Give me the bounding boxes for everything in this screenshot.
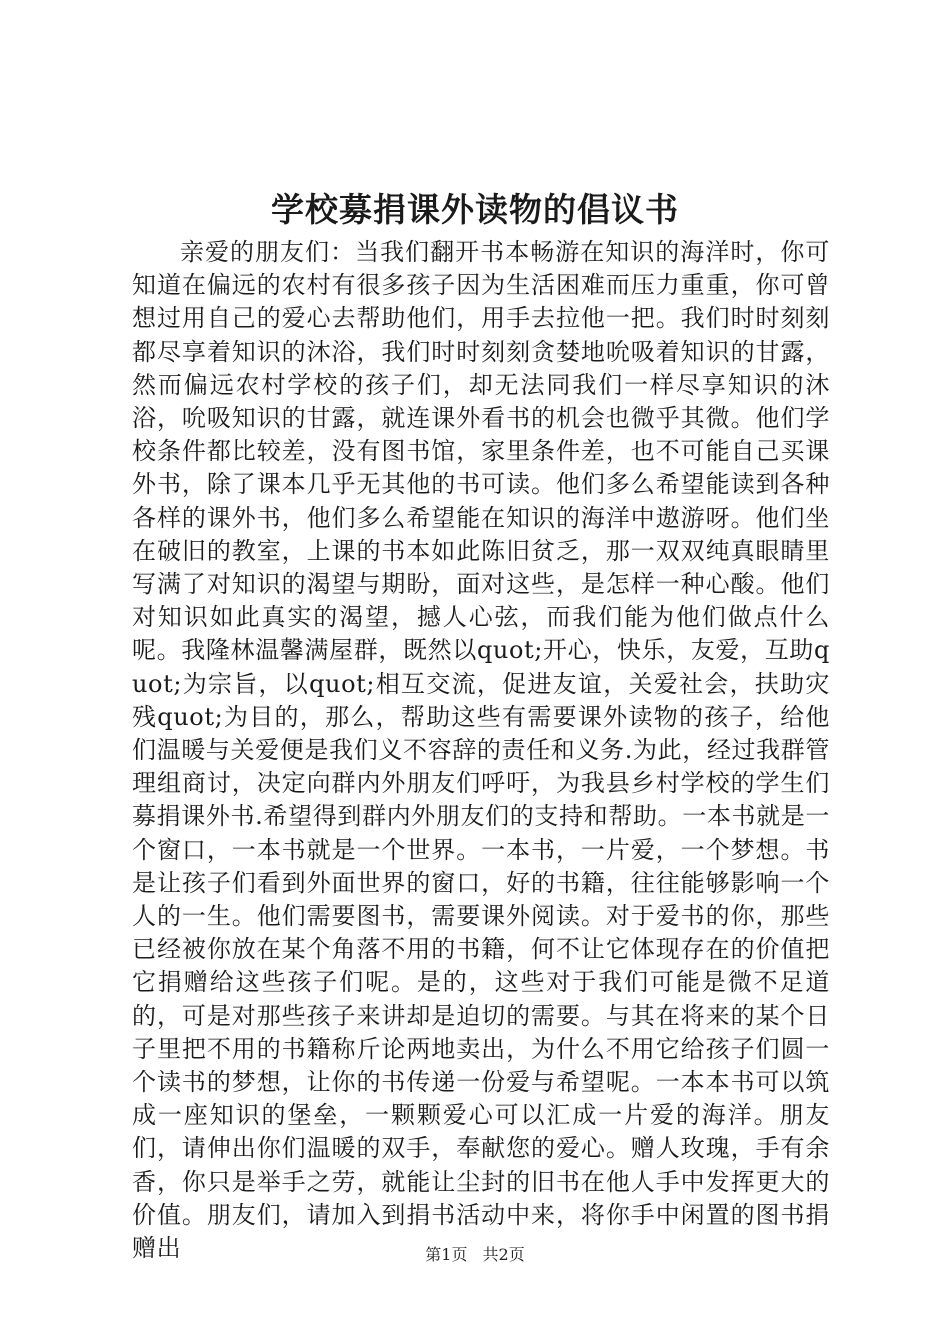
document-body-paragraph: 亲爱的朋友们：当我们翻开书本畅游在知识的海洋时，你可知道在偏远的农村有很多孩子因为生活困难而压力重重，你可曾想过用自己的爱心去帮助他们，用手去拉他一把。我们时时刻刻都尽享着知识的沐浴，我们时时刻刻贪婪地吮吸着知识的甘露，然而偏远农村学校的孩子们，却无法同我们一样尽享知识的沐浴，吮吸知识的甘露，就连课外看书的机会也微乎其微。他们学校条件都比较差，没有图书馆，家里条件差，也不可能自己买课外书，除了课本几乎无其他的书可读。他们多么希望能读到各种各样的课外书，他们多么希望能在知识的海洋中遨游呀。他们坐在破旧的教室，上课的书本如此陈旧贫乏，那一双双纯真眼睛里写满了对知识的渴望与期盼，面对这些，是怎样一种心酸。他们对知识如此真实的渴望，撼人心弦，而我们能为他们做点什么呢。我隆林温馨满屋群，既然以quot;开心，快乐，友爱，互助quot;为宗旨，以quot;相互交流，促进友谊，关爱社会，扶助灾残quot;为目的，那么，帮助这些有需要课外读物的孩子，给他们温暖与关爱便是我们义不容辞的责任和义务.为此，经过我群管理组商讨，决定向群内外朋友们呼吁，为我县乡村学校的学生们募捐课外书.希望得到群内外朋友们的支持和帮助。一本书就是一个窗口，一本书就是一个世界。一本书，一片爱，一个梦想。书是让孩子们看到外面世界的窗口，好的书籍，往往能够影响一个人的一生。他们需要图书，需要课外阅读。对于爱书的你，那些已经被你放在某个角落不用的书籍，何不让它体现存在的价值把它捐赠给这些孩子们呢。是的，这些对于我们可能是微不足道的，可是对那些孩子来讲却是迫切的需要。与其在将来的某个日子里把不用的书籍称斤论两地卖出，为什么不用它给孩子们圆一个读书的梦想，让你的书传递一份爱与希望呢。一本本书可以筑成一座知识的堡垒，一颗颗爱心可以汇成一片爱的海洋。朋友们，请伸出你们温暖的双手，奉献您的爱心。赠人玫瑰，手有余香，你只是举手之劳，就能让尘封的旧书在他人手中发挥更大的价值。朋友们，请加入到捐书活动中来，将你手中闲置的图书捐赠出 [132, 238, 830, 1263]
page-number-total: 共2页 [482, 1245, 525, 1264]
page-number-current: 第1页 [425, 1245, 468, 1264]
document-title: 学校募捐课外读物的倡议书 [271, 190, 679, 229]
page-footer [0, 1244, 950, 1266]
